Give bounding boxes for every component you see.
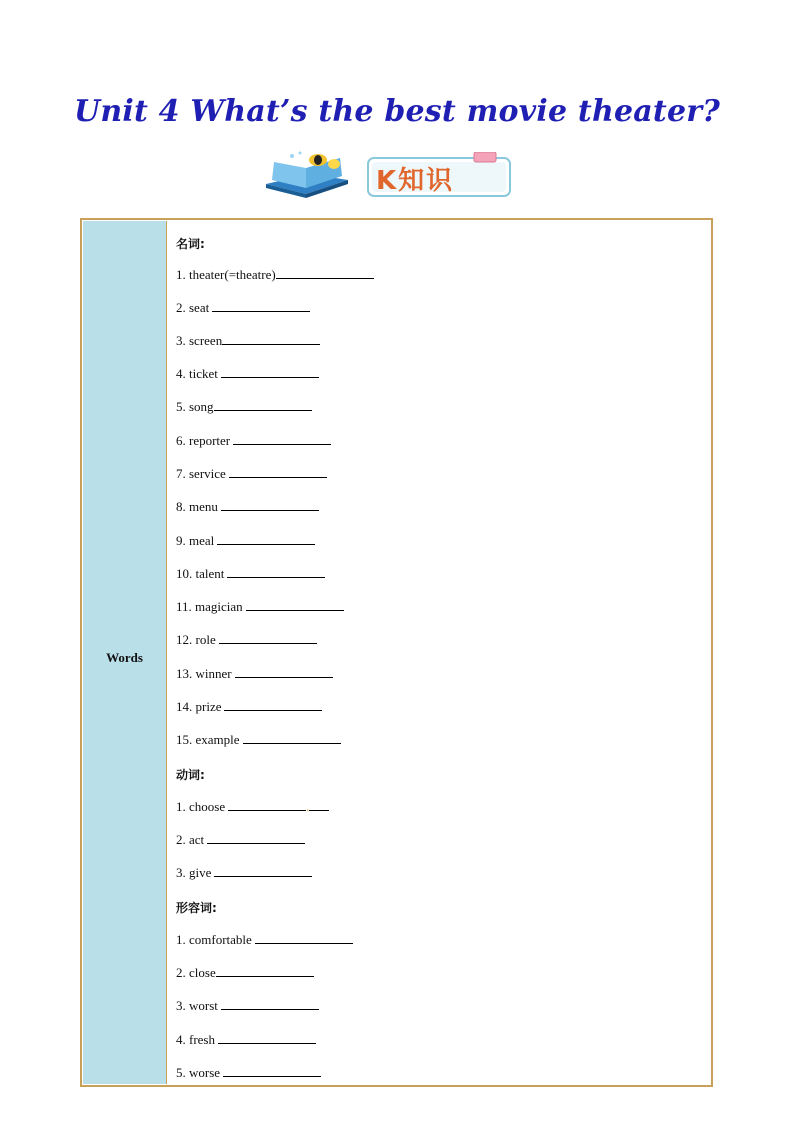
list-item: 1. theater(=theatre) xyxy=(176,267,374,283)
section-heading-adjectives: 形容词: xyxy=(176,901,217,915)
list-item: 3. worst xyxy=(176,998,319,1014)
words-label-cell xyxy=(83,221,167,1084)
list-item: 15. example xyxy=(176,732,341,748)
knowledge-banner xyxy=(262,148,522,204)
list-item: 3. screen xyxy=(176,333,320,349)
list-item: 7. service xyxy=(176,466,327,482)
badge-text: K知识 xyxy=(376,166,455,196)
list-item: 2. seat xyxy=(176,300,310,316)
list-item: 1. choose . xyxy=(176,799,329,815)
list-item: 2. close xyxy=(176,965,314,981)
list-item: 6. reporter xyxy=(176,433,331,449)
words-content-cell xyxy=(168,221,709,1084)
list-item: 13. winner xyxy=(176,666,333,682)
list-item: 2. act xyxy=(176,832,305,848)
list-item: 8. menu xyxy=(176,499,319,515)
list-item: 5. worse xyxy=(176,1065,321,1081)
vocabulary-table xyxy=(80,218,713,1087)
list-item: 14. prize xyxy=(176,699,322,715)
list-item: 3. give xyxy=(176,865,312,881)
page-title: Unit 4 What’s the best movie theater? xyxy=(73,94,721,129)
list-item: 9. meal xyxy=(176,533,315,549)
list-item: 10. talent xyxy=(176,566,325,582)
section-heading-verbs: 动词: xyxy=(176,768,205,782)
words-label: Words xyxy=(106,650,143,665)
list-item: 4. ticket xyxy=(176,366,319,382)
list-item: 5. song xyxy=(176,399,312,415)
book-icon xyxy=(262,150,352,200)
list-item: 1. comfortable xyxy=(176,932,353,948)
list-item: 11. magician xyxy=(176,599,344,615)
list-item: 12. role xyxy=(176,632,317,648)
list-item: 4. fresh xyxy=(176,1032,316,1048)
section-heading-nouns: 名词: xyxy=(176,237,205,251)
